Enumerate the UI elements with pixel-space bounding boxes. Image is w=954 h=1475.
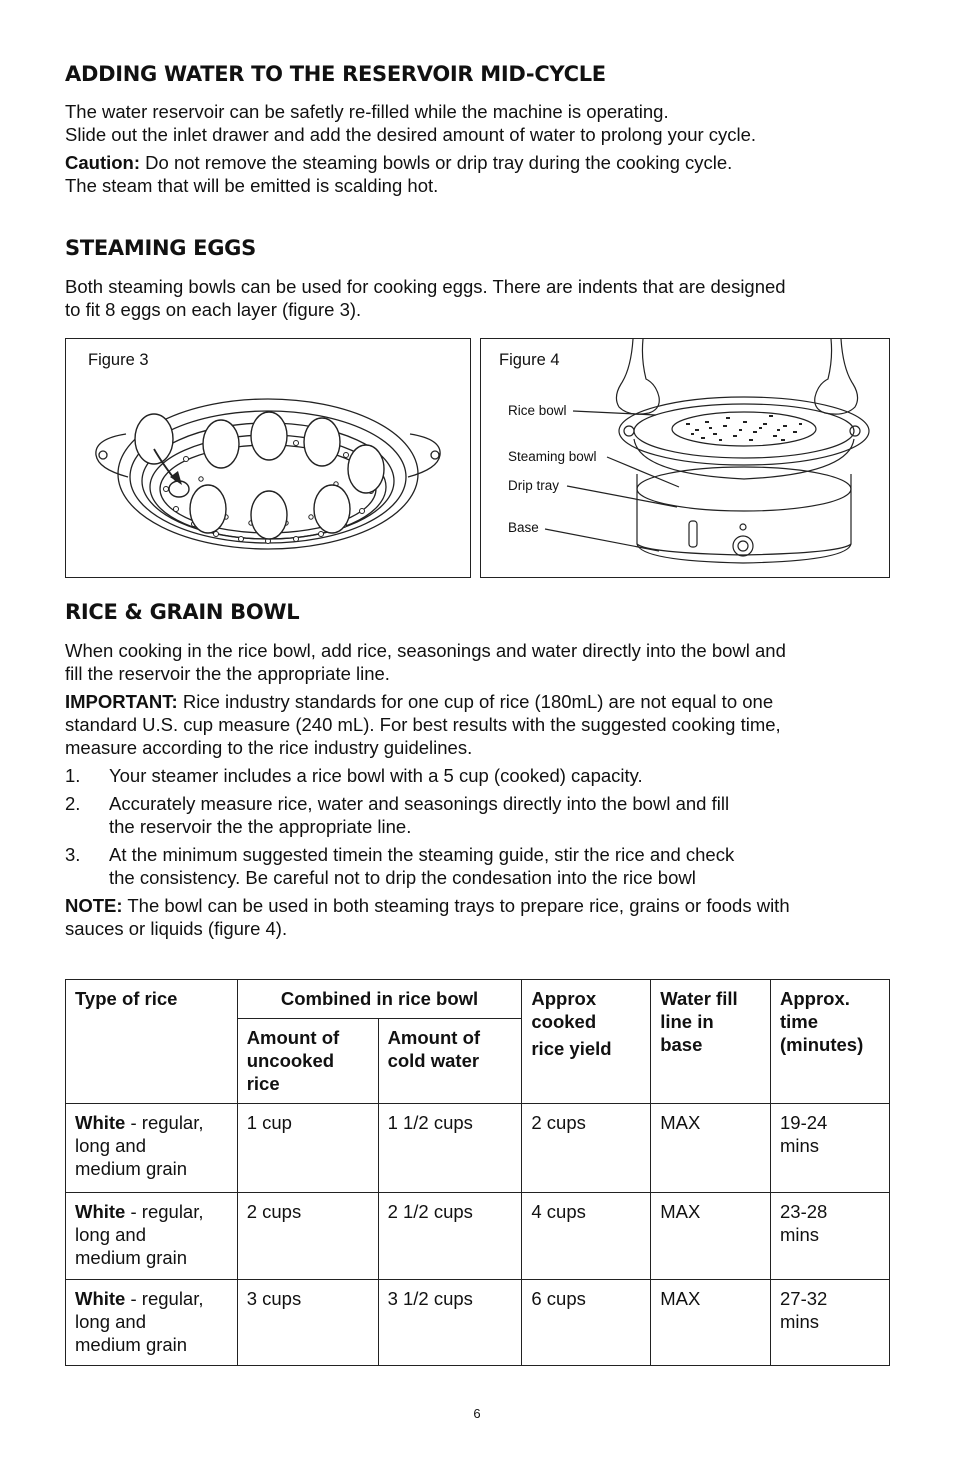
page-number: 6	[473, 1406, 481, 1421]
section-title-steaming-eggs: STEAMING EGGS	[65, 236, 256, 260]
cell-water: 1 1/2 cups	[378, 1104, 522, 1193]
important-paragraph: IMPORTANT: Rice industry standards for one cup of rice (180mL) are not equal to one standard U.S. cup measure (240 mL). For best results with the suggested cooking time, measure according to the rice industry guidelines.	[65, 691, 781, 758]
header-time: Approx. time (minutes)	[771, 980, 890, 1104]
cell-yield: 2 cups	[522, 1104, 651, 1193]
table-row	[66, 1280, 890, 1366]
figure-4-box	[480, 338, 890, 578]
header-combined: Combined in rice bowl	[237, 980, 522, 1019]
steaming-eggs-paragraph: Both steaming bowls can be used for cooking eggs. There are indents that are designed to fit 8 eggs on each layer (figure 3).	[65, 276, 786, 320]
list-item: 2. Accurately measure rice, water and seasonings directly into the bowl and fill the reservoir the the appropriate line.	[65, 793, 730, 837]
table-row	[66, 1104, 890, 1193]
adding-water-paragraph: The water reservoir can be safetly re-filled while the machine is operating. Slide out the inlet drawer and add the desired amount of water to prolong your cycle.	[65, 101, 757, 145]
note-paragraph: NOTE: The bowl can be used in both steaming trays to prepare rice, grains or foods with sauces or liquids (figure 4).	[65, 895, 790, 939]
table-row	[66, 1193, 890, 1280]
cell-fill: MAX	[651, 1104, 771, 1193]
section-title-rice-bowl: RICE & GRAIN BOWL	[65, 600, 300, 624]
cell-uncooked: 2 cups	[237, 1193, 378, 1280]
egg-tray-illustration	[66, 339, 470, 577]
callout-base: Base	[508, 520, 539, 535]
rice-steps-list	[65, 764, 890, 894]
figure-4-label: Figure 4	[499, 351, 560, 369]
callout-steaming-bowl: Steaming bowl	[508, 449, 597, 464]
rice-bowl-paragraph: When cooking in the rice bowl, add rice, seasonings and water directly into the bowl and fill the reservoir the the appropriate line.	[65, 640, 786, 684]
cell-water: 3 1/2 cups	[378, 1280, 522, 1366]
header-cold-water: Amount of cold water	[378, 1019, 522, 1104]
figure-3-box	[65, 338, 471, 578]
caution-paragraph: Caution: Do not remove the steaming bowls or drip tray during the cooking cycle. The steam that will be emitted is scalding hot.	[65, 152, 733, 196]
section-title-adding-water: ADDING WATER TO THE RESERVOIR MID-CYCLE	[65, 62, 606, 86]
important-label: IMPORTANT:	[65, 691, 178, 712]
table-header-row	[66, 980, 890, 1019]
cell-fill: MAX	[651, 1193, 771, 1280]
cell-yield: 4 cups	[522, 1193, 651, 1280]
header-uncooked: Amount of uncooked rice	[237, 1019, 378, 1104]
cell-fill: MAX	[651, 1280, 771, 1366]
note-label: NOTE:	[65, 895, 123, 916]
steamer-illustration	[481, 339, 889, 577]
list-item: 1. Your steamer includes a rice bowl with a 5 cup (cooked) capacity.	[65, 765, 643, 786]
cell-uncooked: 3 cups	[237, 1280, 378, 1366]
cell-type: White - regular, long and medium grain	[66, 1280, 238, 1366]
cell-uncooked: 1 cup	[237, 1104, 378, 1193]
header-type-of-rice: Type of rice	[66, 980, 238, 1104]
caution-label: Caution:	[65, 152, 141, 173]
header-water-fill: Water fill line in base	[651, 980, 771, 1104]
callout-rice-bowl: Rice bowl	[508, 403, 567, 418]
cell-time: 23-28 mins	[771, 1193, 890, 1280]
callout-drip-tray: Drip tray	[508, 478, 560, 493]
cell-time: 19-24 mins	[771, 1104, 890, 1193]
cell-type: White - regular, long and medium grain	[66, 1193, 238, 1280]
cell-yield: 6 cups	[522, 1280, 651, 1366]
header-yield: Approx cooked rice yield	[522, 980, 651, 1104]
cell-time: 27-32 mins	[771, 1280, 890, 1366]
cell-water: 2 1/2 cups	[378, 1193, 522, 1280]
rice-cooking-table	[65, 979, 890, 1366]
list-item: 3. At the minimum suggested timein the steaming guide, stir the rice and check the consistency. Be careful not to drip the condesation into the rice bowl	[65, 844, 735, 888]
figure-3-label: Figure 3	[88, 351, 149, 369]
cell-type: White - regular, long and medium grain	[66, 1104, 238, 1193]
